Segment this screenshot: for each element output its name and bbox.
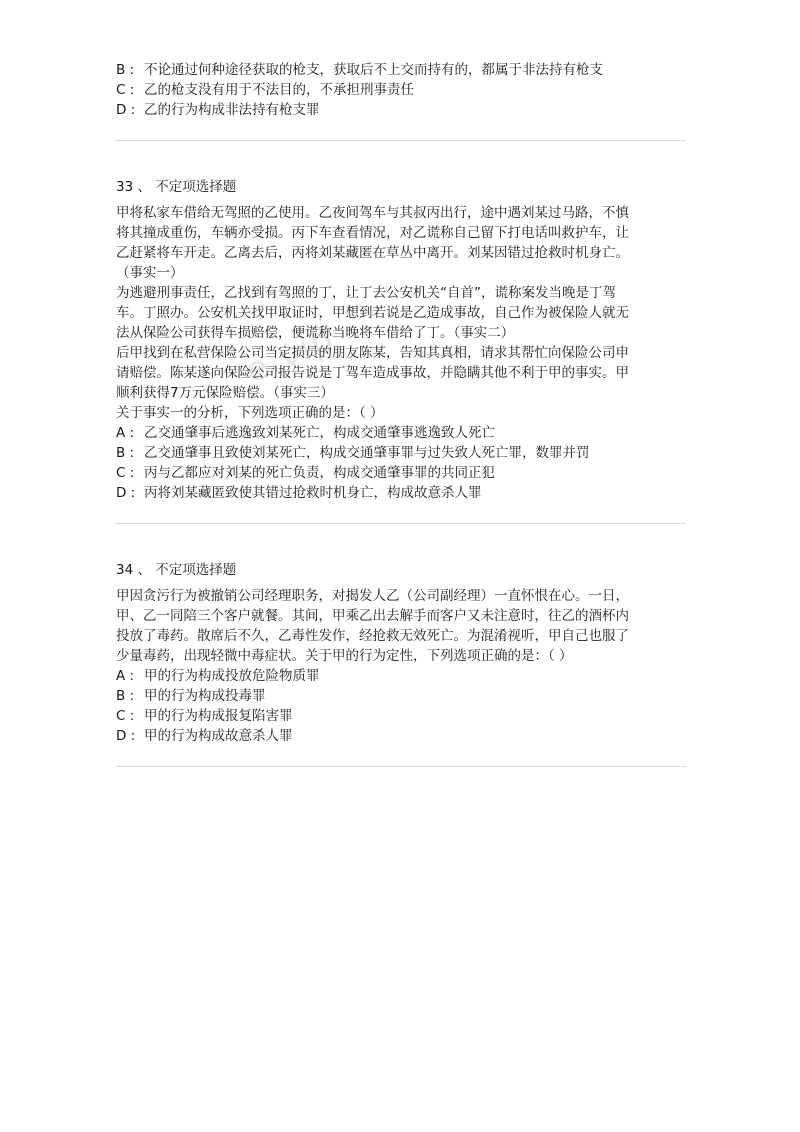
option-key: D : [116, 728, 136, 744]
question-header: 33 、 不定项选择题 [116, 179, 237, 195]
q32-option-d [116, 100, 686, 120]
q33-option-d [116, 483, 686, 503]
option-text: 乙交通肇事且致使刘某死亡，构成交通肇事罪与过失致人死亡罪，数罪并罚 [144, 445, 590, 461]
question-options [116, 666, 686, 746]
stem-line: 顺利获得7万元保险赔偿。（事实三） [116, 385, 334, 401]
stem-line: 后甲找到在私营保险公司当定损员的朋友陈某，告知其真相，请求其帮忙向保险公司申 [116, 345, 629, 361]
option-key: C : [116, 82, 135, 98]
option-text: 乙的枪支没有用于不法目的，不承担刑事责任 [144, 82, 414, 98]
stem-line: 甲将私家车借给无驾照的乙使用。乙夜间驾车与其叔丙出行，途中遇刘某过马路，不慎 [116, 205, 629, 221]
q32-option-c [116, 80, 686, 100]
stem-line: 乙赶紧将车开走。乙离去后，丙将刘某藏匿在草丛中离开。刘某因错过抢救时机身亡。 [116, 245, 629, 261]
option-key: C : [116, 708, 135, 724]
stem-line: 甲、乙一同陪三个客户就餐。其间，甲乘乙出去解手而客户又未注意时，往乙的酒杯内 [116, 608, 629, 624]
stem-line: （事实一） [116, 265, 184, 281]
divider [116, 523, 686, 524]
q34-option-d [116, 726, 686, 746]
divider [116, 140, 686, 141]
option-key: A : [116, 668, 135, 684]
q33-option-c [116, 463, 686, 483]
document-page [116, 58, 686, 767]
stem-line: 将其撞成重伤，车辆亦受损。丙下车查看情况，对乙谎称自己留下打电话叫救护车，让 [116, 225, 629, 241]
divider [116, 766, 686, 767]
stem-line: 投放了毒药。散席后不久，乙毒性发作，经抢救无效死亡。为混淆视听，甲自己也服了 [116, 628, 629, 644]
option-text: 甲的行为构成投放危险物质罪 [144, 668, 320, 684]
q34-option-a [116, 666, 686, 686]
option-text: 乙的行为构成非法持有枪支罪 [144, 102, 320, 118]
option-key: B : [116, 688, 135, 704]
stem-line: 车。丁照办。公安机关找甲取证时，甲想到若说是乙造成事故，自己作为被保险人就无 [116, 305, 629, 321]
stem-line: 为逃避刑事责任，乙找到有驾照的丁，让丁去公安机关“自首”，谎称案发当晚是丁驾 [116, 285, 616, 301]
option-key: B : [116, 62, 135, 78]
q33-option-a [116, 423, 686, 443]
option-key: A : [116, 425, 135, 441]
option-key: C : [116, 465, 135, 481]
option-text: 丙将刘某藏匿致使其错过抢救时机身亡，构成故意杀人罪 [144, 485, 482, 501]
question-stem [116, 203, 686, 423]
option-key: D : [116, 102, 136, 118]
stem-line: 法从保险公司获得车损赔偿，便谎称当晚将车借给了丁。（事实二） [116, 325, 515, 341]
option-text: 甲的行为构成投毒罪 [144, 688, 266, 704]
question-options [116, 423, 686, 503]
option-text: 不论通过何种途径获取的枪支，获取后不上交而持有的，都属于非法持有枪支 [144, 62, 603, 78]
question-header: 34 、 不定项选择题 [116, 562, 237, 578]
watermark-text: e.vip [239, 319, 342, 392]
option-text: 乙交通肇事后逃逸致刘某死亡，构成交通肇事逃逸致人死亡 [144, 425, 495, 441]
option-text: 甲的行为构成报复陷害罪 [144, 708, 293, 724]
stem-line: 关于事实一的分析，下列选项正确的是：（ ） [116, 405, 384, 421]
option-key: D : [116, 485, 136, 501]
option-key: B : [116, 445, 135, 461]
stem-line: 请赔偿。陈某遂向保险公司报告说是丁驾车造成事故，并隐瞒其他不利于甲的事实。甲 [116, 365, 629, 381]
q32-options [116, 60, 686, 120]
q34-option-b [116, 686, 686, 706]
option-text: 丙与乙都应对刘某的死亡负责，构成交通肇事罪的共同正犯 [144, 465, 495, 481]
q32-option-b [116, 60, 686, 80]
stem-line: 少量毒药，出现轻微中毒症状。关于甲的行为定性，下列选项正确的是：（ ） [116, 648, 573, 664]
q34-option-c [116, 706, 686, 726]
question-33 [116, 177, 686, 503]
question-34 [116, 560, 686, 746]
stem-line: 甲因贪污行为被撤销公司经理职务，对揭发人乙（公司副经理）一直怀恨在心。一日， [116, 588, 629, 604]
question-stem [116, 586, 686, 666]
option-text: 甲的行为构成故意杀人罪 [144, 728, 293, 744]
q33-option-b [116, 443, 686, 463]
